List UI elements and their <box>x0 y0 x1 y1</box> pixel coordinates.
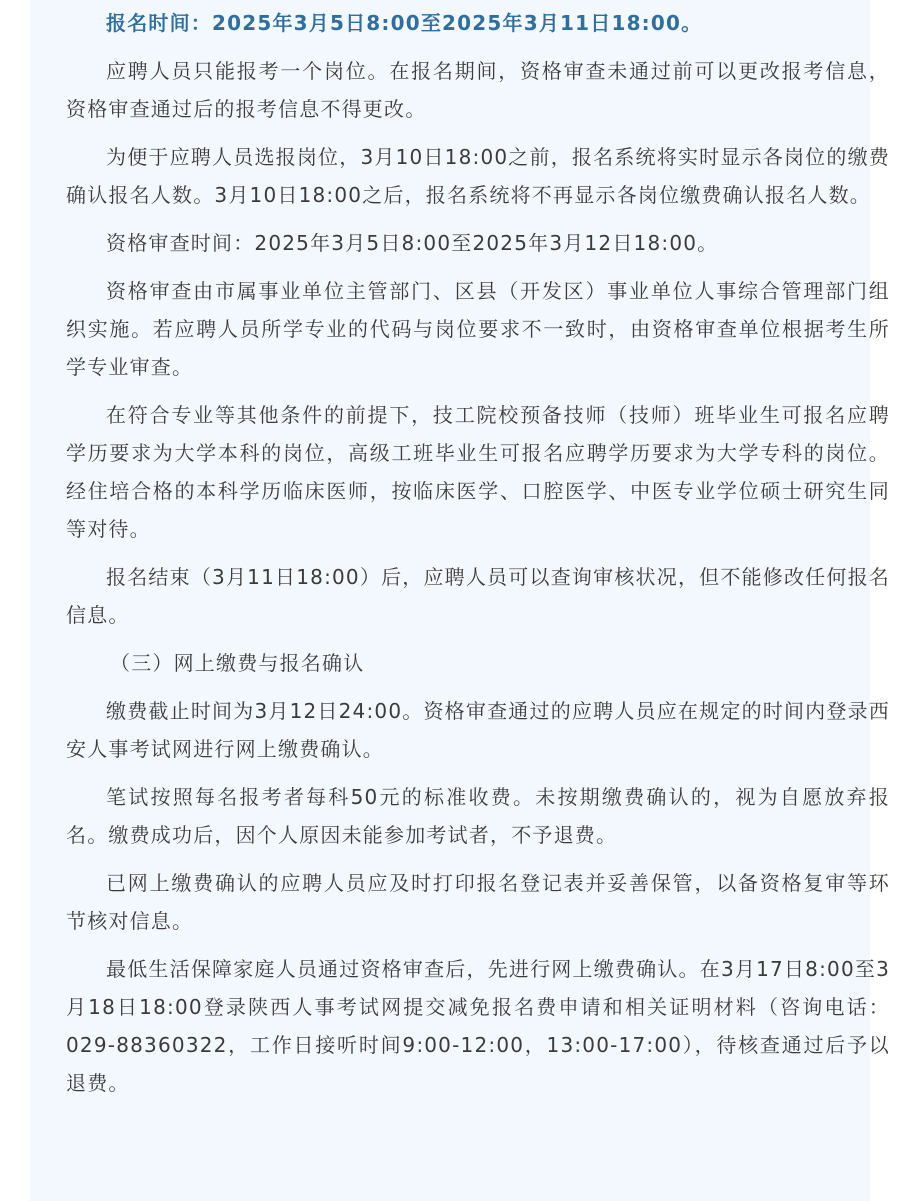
paragraph-education-equivalence: 在符合专业等其他条件的前提下，技工院校预备技师（技师）班毕业生可报名应聘学历要求为大学本科的岗位，高级工班毕业生可报名应聘学历要求为大学专科的岗位。经住培合格的本科学历临床医师，按临床医学、口腔医学、中医专业学位硕士研究生同等对待。 <box>66 403 890 541</box>
paragraph-fee-waiver: 最低生活保障家庭人员通过资格审查后，先进行网上缴费确认。在3月17日8:00至3月18日18:00登录陕西人事考试网提交减免报名费申请和相关证明材料（咨询电话：029-88360322，工作日接听时间9:00-12:00，13:00-17:00），待核查通过后予以退费。 <box>66 957 890 1095</box>
paragraph-print-form: 已网上缴费确认的应聘人员应及时打印报名登记表并妥善保管，以备资格复审等环节核对信息。 <box>66 871 890 933</box>
paragraph-exam-fee: 笔试按照每名报考者每科50元的标准收费。未按期缴费确认的，视为自愿放弃报名。缴费成功后，因个人原因未能参加考试者，不予退费。 <box>66 785 890 847</box>
registration-time-heading: 报名时间：2025年3月5日8:00至2025年3月11日18:00。 <box>106 11 703 35</box>
article-panel <box>30 0 890 1201</box>
paragraph-review-organizer: 资格审查由市属事业单位主管部门、区县（开发区）事业单位人事综合管理部门组织实施。若应聘人员所学专业的代码与岗位要求不一致时，由资格审查单位根据考生所学专业审查。 <box>66 279 890 379</box>
article-body <box>66 4 890 1112</box>
section-heading-payment: （三）网上缴费与报名确认 <box>110 651 365 675</box>
paragraph-applicant-count: 为便于应聘人员选报岗位，3月10日18:00之前，报名系统将实时显示各岗位的缴费确认报名人数。3月10日18:00之后，报名系统将不再显示各岗位缴费确认报名人数。 <box>66 145 890 207</box>
paragraph-after-registration: 报名结束（3月11日18:00）后，应聘人员可以查询审核状况，但不能修改任何报名信息。 <box>66 565 890 627</box>
paragraph-review-time: 资格审查时间：2025年3月5日8:00至2025年3月12日18:00。 <box>106 231 719 255</box>
paragraph-one-position: 应聘人员只能报考一个岗位。在报名期间，资格审查未通过前可以更改报考信息，资格审查通过后的报考信息不得更改。 <box>66 59 890 121</box>
paragraph-payment-deadline: 缴费截止时间为3月12日24:00。资格审查通过的应聘人员应在规定的时间内登录西安人事考试网进行网上缴费确认。 <box>66 699 890 761</box>
